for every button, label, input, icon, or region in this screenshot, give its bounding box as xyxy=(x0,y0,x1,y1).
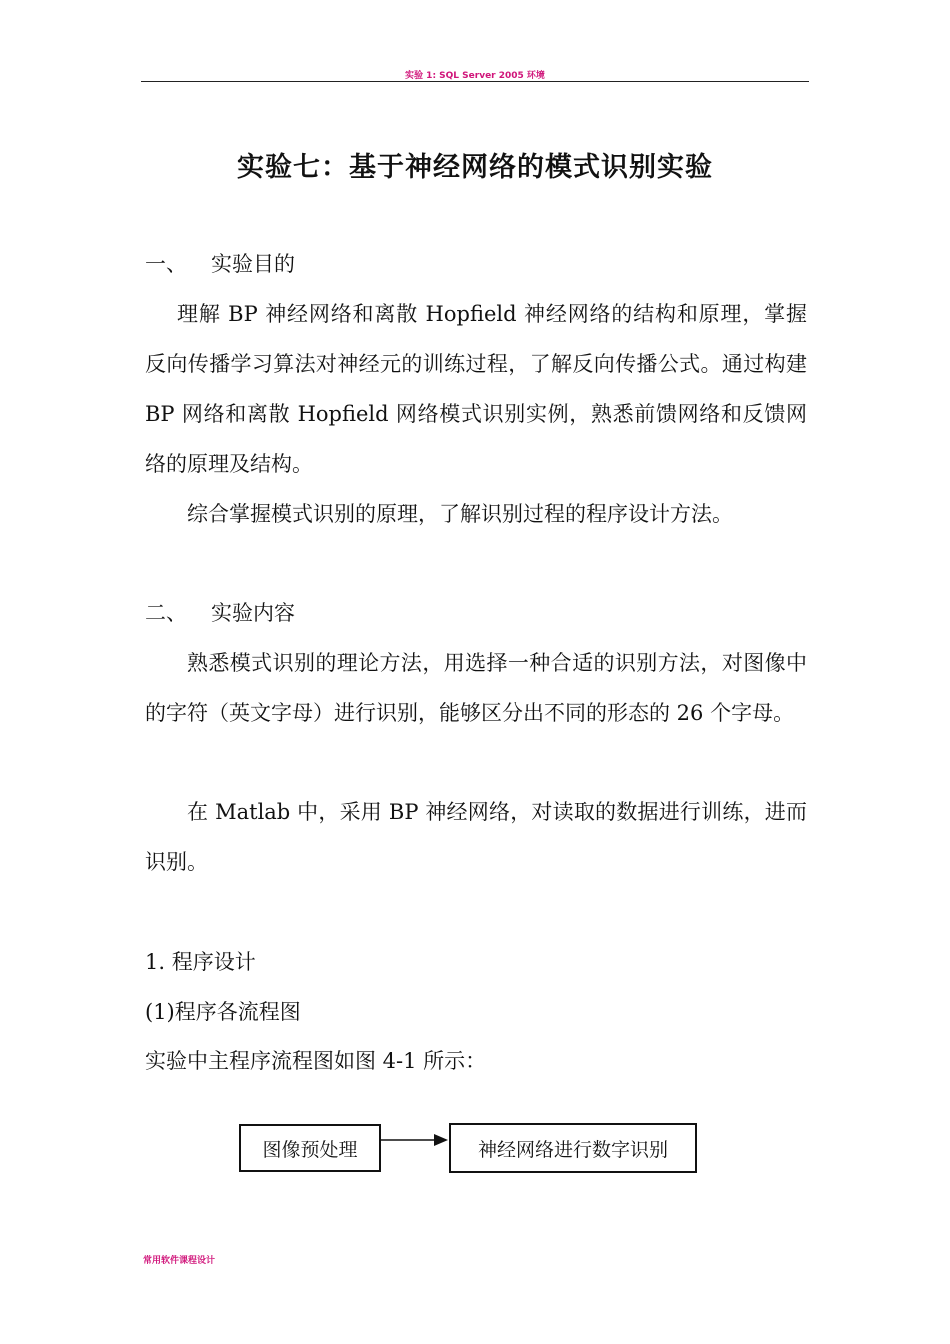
section1-heading xyxy=(145,249,295,279)
flowchart-box-recognition-label: 神经网络进行数字识别 xyxy=(477,1138,668,1161)
document-title: 实验七：基于神经网络的模式识别实验 xyxy=(237,152,713,183)
subsection-program-design: 1. 程序设计 xyxy=(145,950,256,974)
section1-paragraph-2: 综合掌握模式识别的原理，了解识别过程的程序设计方法。 xyxy=(187,502,733,526)
flowchart-box-recognition xyxy=(449,1123,697,1173)
page-footer: 常用软件课程设计 xyxy=(143,1256,216,1266)
section1-number: 一、 xyxy=(145,252,187,276)
section2-number: 二、 xyxy=(145,601,187,625)
section1-title: 实验目的 xyxy=(211,252,295,276)
flowchart-box-preprocess xyxy=(239,1124,381,1172)
section1-paragraph-1: 理解 BP 神经网络和离散 Hopfield 神经网络的结构和原理，掌握反向传播学习算法对神经元的训练过程，了解反向传播公式。通过构建 BP 网络和离散 Hopfield 网络模式识别实例，熟悉前馈网络和反馈网络的原理及结构。 xyxy=(145,302,807,476)
header-rule xyxy=(141,81,809,82)
section2-paragraph-1: 熟悉模式识别的理论方法，用选择一种合适的识别方法，对图像中的字符（英文字母）进行识别，能够区分出不同的形态的 26 个字母。 xyxy=(145,651,807,725)
subsection-flowcharts: (1)程序各流程图 xyxy=(145,1000,301,1024)
section2-title: 实验内容 xyxy=(211,601,295,625)
page-header: 实验 1: SQL Server 2005 环境 xyxy=(405,71,545,81)
section2-heading xyxy=(145,598,295,628)
flowchart-box-preprocess-label: 图像预处理 xyxy=(262,1138,358,1161)
flowchart-arrow xyxy=(380,1130,450,1150)
section2-paragraph-2: 在 Matlab 中，采用 BP 神经网络，对读取的数据进行训练，进而识别。 xyxy=(145,800,807,874)
figure-reference: 实验中主程序流程图如图 4-1 所示： xyxy=(145,1049,487,1073)
